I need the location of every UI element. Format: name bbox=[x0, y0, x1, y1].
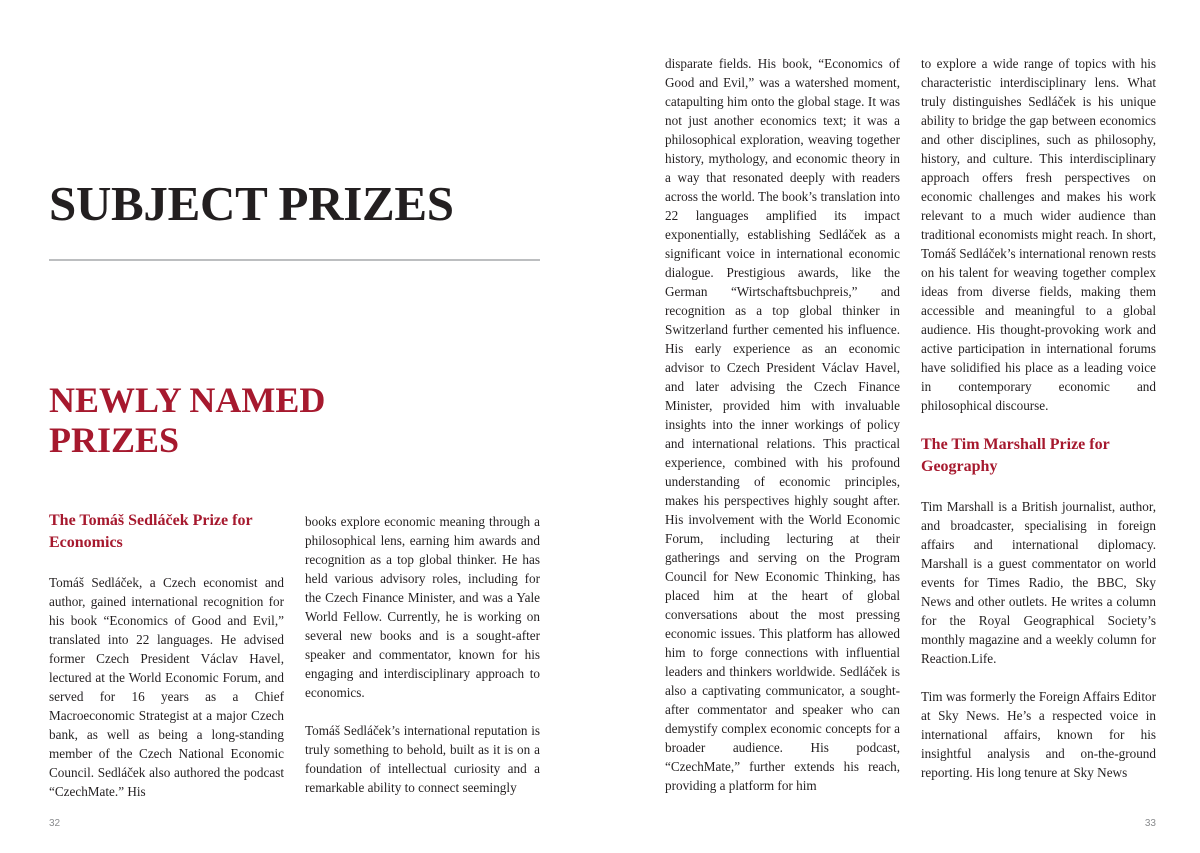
marshall-paragraph-1: Tim Marshall is a British journalist, author, and broadcaster, specialising in foreign affairs and international diplomacy. Marshall is a guest commentator on world events for Times Radio, the BBC, Sky News and other outlets. He writes a column for the Royal Geographical Society’s monthly magazine and a weekly column for Reaction.Life. bbox=[921, 499, 1156, 666]
sedlacek-paragraph-1: Tomáš Sedláček, a Czech economist and author, gained international recognition for his book “Economics of Good and Evil,” translated into 22 languages. He advised former Czech President Václav Havel, lectured at the World Economic Forum, and served for 16 years as a Chief Macroeconomic Strategist at a major Czech bank, as well as being a long-standing member of the Czech National Economic Council. Sedláček also authored the podcast “CzechMate.” His bbox=[49, 575, 284, 799]
section-title bbox=[49, 380, 325, 460]
sedlacek-paragraph-3: Tomáš Sedláček’s international reputation is truly something to behold, built as it is on a foundation of intellectual curiosity and a remarkable ability to connect seemingly bbox=[305, 723, 540, 795]
sedlacek-paragraph-4: disparate fields. His book, “Economics of Good and Evil,” was a watershed moment, catapulting him onto the global stage. It was not just another economics text; it was a philosophical exploration, weaving together history, mythology, and economic theory in a way that resonated deeply with readers across the world. The book’s translation into 22 languages amplified its impact exponentially, establishing Sedláček as a significant voice in international economic dialogue. Prestigious awards, like the German “Wirtschaftsbuchpreis,” and recognition as a top global thinker in Switzerland further cemented his influence. His early experience as an economic advisor to Czech President Václav Havel, and later advising the Czech Finance Minister, provided him with invaluable insights into the inner workings of policy and international relations. This practical experience, combined with his profound understanding of economic principles, makes his perspectives highly sought after. His involvement with the World Economic Forum, including lecturing at their gatherings and serving on the Program Council for New Economic Thinking, has placed him at the heart of global conversations about the most pressing economic issues. This platform has allowed him to forge connections with influential leaders and thinkers worldwide. Sedláček is also a captivating communicator, a sought-after commentator and speaker who can demystify complex economic concepts for a broader audience. His podcast, “CzechMate,” further extends his reach, providing a platform for him bbox=[665, 56, 900, 793]
sedlacek-paragraph-2: books explore economic meaning through a philosophical lens, earning him awards and recognition as a top global thinker. He has held various advisory roles, including for the Czech Finance Minister, and was a Yale World Fellow. Currently, he is working on several new books and is a sought-after speaker and commentator, known for his engaging and interdisciplinary approach to economics. bbox=[305, 514, 540, 700]
page-number-left: 32 bbox=[49, 818, 61, 829]
column-4 bbox=[921, 54, 1156, 782]
section-title-line-2: PRIZES bbox=[49, 420, 180, 460]
page-title: SUBJECT PRIZES bbox=[49, 176, 454, 231]
column-1 bbox=[49, 510, 284, 801]
page-number-right: 33 bbox=[1144, 818, 1156, 829]
column-2 bbox=[305, 512, 540, 797]
sedlacek-paragraph-5: to explore a wide range of topics with his characteristic interdisciplinary lens. What truly distinguishes Sedláček is his unique ability to bridge the gap between economics and other disciplines, such as philosophy, history, and culture. This interdisciplinary approach offers fresh perspectives on economic challenges and makes his work relevant to a much wider audience than traditional economists might reach. In short, Tomáš Sedláček’s international renown rests on his talent for weaving together complex ideas from diverse fields, making them accessible and meaningful to a global audience. His thought-provoking work and active participation in international forums have solidified his place as a leading voice in contemporary economic and philosophical discourse. bbox=[921, 56, 1156, 413]
marshall-paragraph-2: Tim was formerly the Foreign Affairs Editor at Sky News. He’s a respected voice in international affairs, known for his insightful analysis and on-the-ground reporting. His long tenure at Sky News bbox=[921, 689, 1156, 780]
title-divider bbox=[49, 259, 540, 261]
column-3 bbox=[665, 54, 900, 795]
right-page bbox=[600, 0, 1200, 853]
sedlacek-prize-heading: The Tomáš Sedláček Prize for Economics bbox=[49, 512, 253, 551]
marshall-prize-heading: The Tim Marshall Prize for Geography bbox=[921, 436, 1110, 475]
section-title-line-1: NEWLY NAMED bbox=[49, 380, 326, 420]
